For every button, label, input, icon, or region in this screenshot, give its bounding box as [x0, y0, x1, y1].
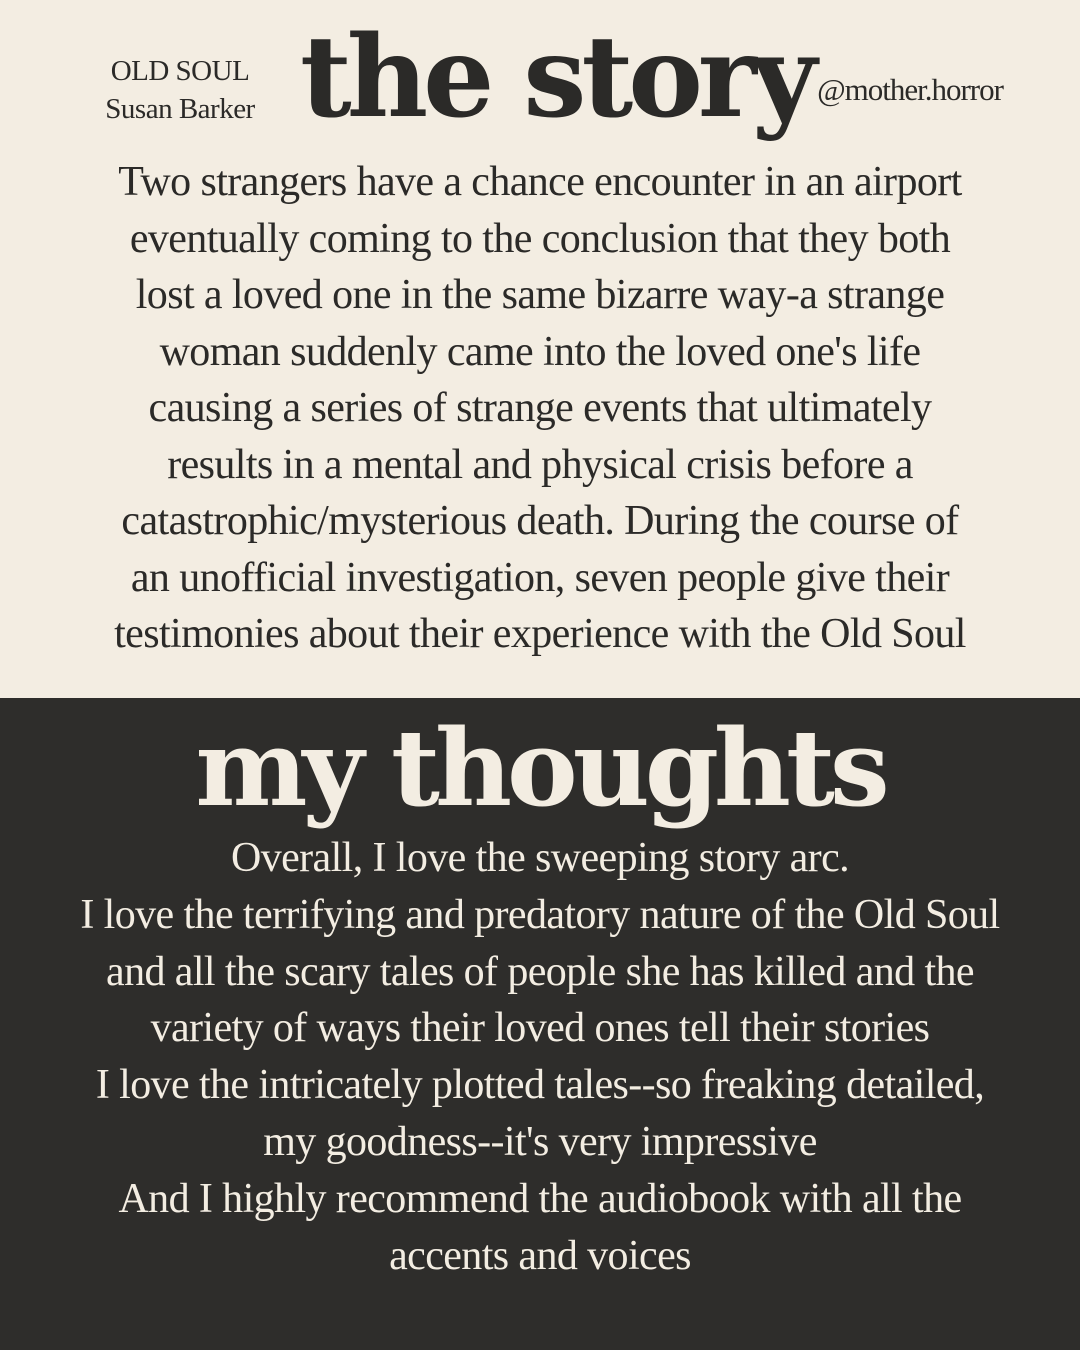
book-title: OLD SOUL — [110, 55, 250, 87]
story-summary — [0, 154, 1080, 663]
story-line: an unofficial investigation, seven people give their — [130, 554, 950, 601]
thoughts-line: And I highly recommend the audiobook with all the — [118, 1175, 962, 1222]
story-line: results in a mental and physical crisis before a — [167, 441, 913, 488]
story-line: testimonies about their experience with the Old Soul — [114, 611, 966, 657]
thoughts-line: I love the terrifying and predatory nature of the Old Soul — [80, 891, 1000, 938]
thoughts-body — [0, 830, 1080, 1284]
book-author: Susan Barker — [105, 93, 255, 125]
story-line: causing a series of strange events that ultimately — [148, 385, 932, 431]
story-heading: the story — [300, 12, 812, 143]
author-handle: @mother.horror — [817, 72, 1003, 107]
thoughts-line: I love the intricately plotted tales--so freaking detailed, — [95, 1062, 985, 1109]
story-line: lost a loved one in the same bizarre way-a strange — [135, 272, 945, 318]
story-line: eventually coming to the conclusion that they both — [129, 215, 951, 262]
story-line: Two strangers have a chance encounter in an airport — [118, 159, 962, 205]
thoughts-line: my goodness--it's very impressive — [263, 1118, 817, 1165]
thoughts-line: accents and voices — [389, 1232, 691, 1279]
story-line: catastrophic/mysterious death. During the course of — [121, 498, 959, 544]
thoughts-heading: my thoughts — [195, 705, 885, 830]
thoughts-line: and all the scary tales of people she has killed and the — [106, 948, 974, 995]
thoughts-section — [0, 698, 1080, 1350]
thoughts-line: variety of ways their loved ones tell their stories — [150, 1005, 930, 1052]
thoughts-line: Overall, I love the sweeping story arc. — [230, 835, 850, 881]
book-info — [60, 52, 300, 128]
story-line: woman suddenly came into the loved one's life — [159, 328, 921, 375]
